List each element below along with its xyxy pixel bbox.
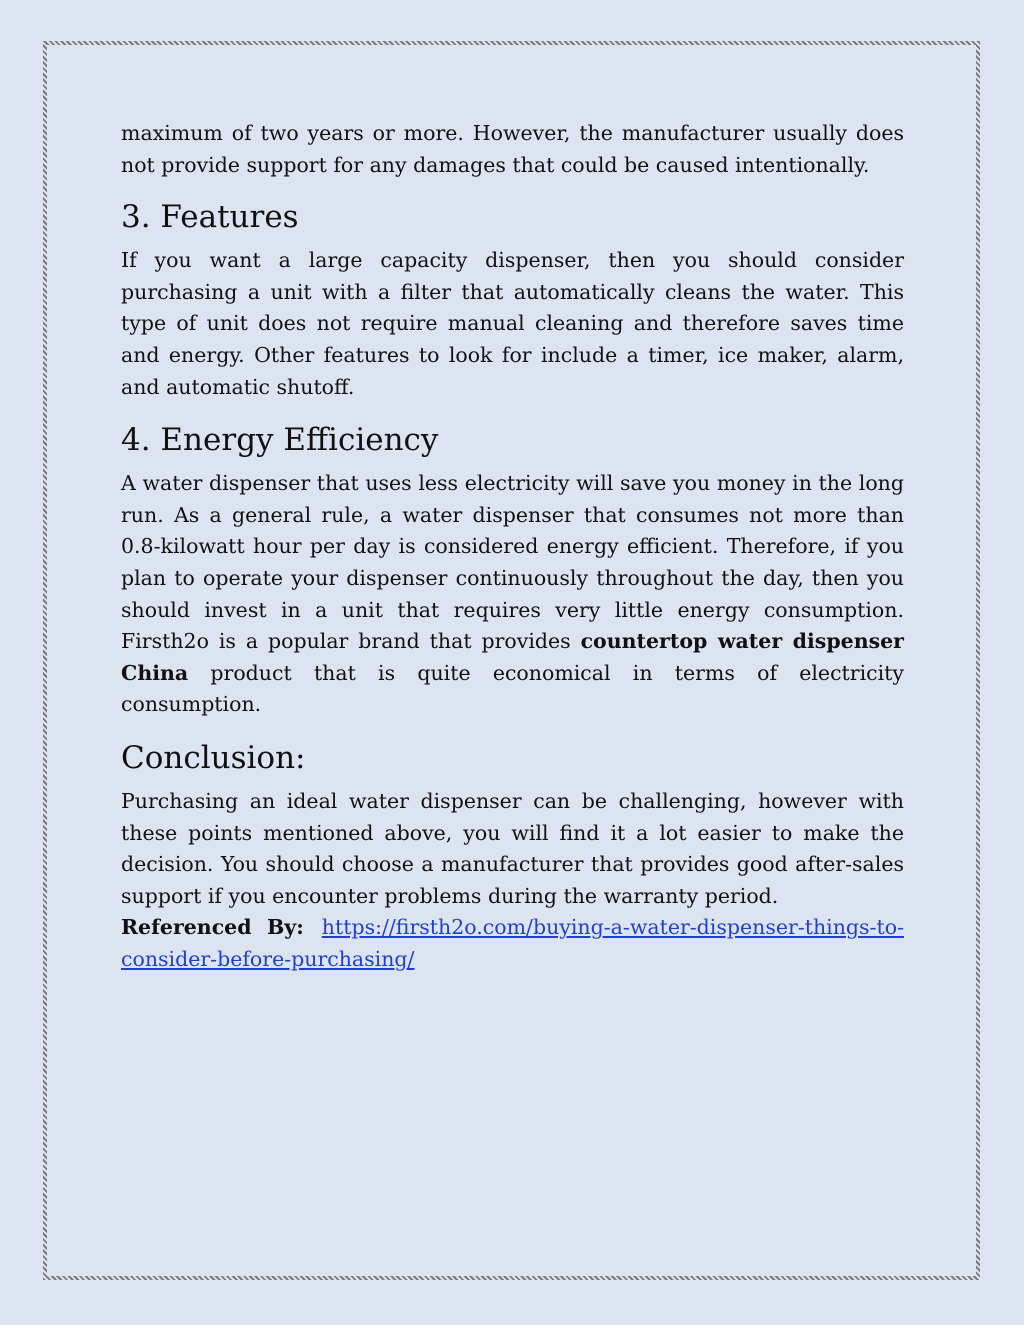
features-paragraph: If you want a large capacity dispenser, then you should consider purchasing a unit with a filter that automatically cleans the water. This type of unit does not require manual cleaning and therefore saves time and energy. Other features to look for include a timer, ice maker, alarm, and automatic shutoff.	[121, 248, 904, 399]
energy-text-before: A water dispenser that uses less electricity will save you money in the long run. As a general rule, a water dispenser that consumes not more than 0.8-kilowatt hour per day is considered energy efficient. Therefore, if you plan to operate your dispenser continuously throughout the day, then you should invest in a unit that requires very little energy consumption. Firsth2o is a popular brand that provides	[121, 471, 904, 654]
energy-keyword-bold: countertop water dispenser China	[121, 629, 904, 685]
conclusion-paragraph: Purchasing an ideal water dispenser can be challenging, however with these points mentioned above, you will find it a lot easier to make the decision. You should choose a manufacturer that provides good after-sales support if you encounter problems during the warranty period.	[121, 788, 904, 908]
features-heading: 3. Features	[121, 199, 299, 236]
intro-paragraph: maximum of two years or more. However, the manufacturer usually does not provide support for any damages that could be caused intentionally.	[121, 121, 904, 177]
reference-line	[121, 912, 904, 975]
reference-link[interactable]: https://firsth2o.com/buying-a-water-dispenser-things-to-consider-before-purchasing/	[121, 915, 904, 971]
reference-label: Referenced By:	[121, 915, 304, 940]
energy-efficiency-paragraph	[121, 468, 904, 721]
document-content	[121, 118, 904, 975]
energy-text-after: product that is quite economical in terms of electricity consumption.	[121, 660, 904, 717]
conclusion-heading: Conclusion:	[121, 739, 306, 776]
energy-efficiency-heading: 4. Energy Efficiency	[121, 422, 439, 459]
